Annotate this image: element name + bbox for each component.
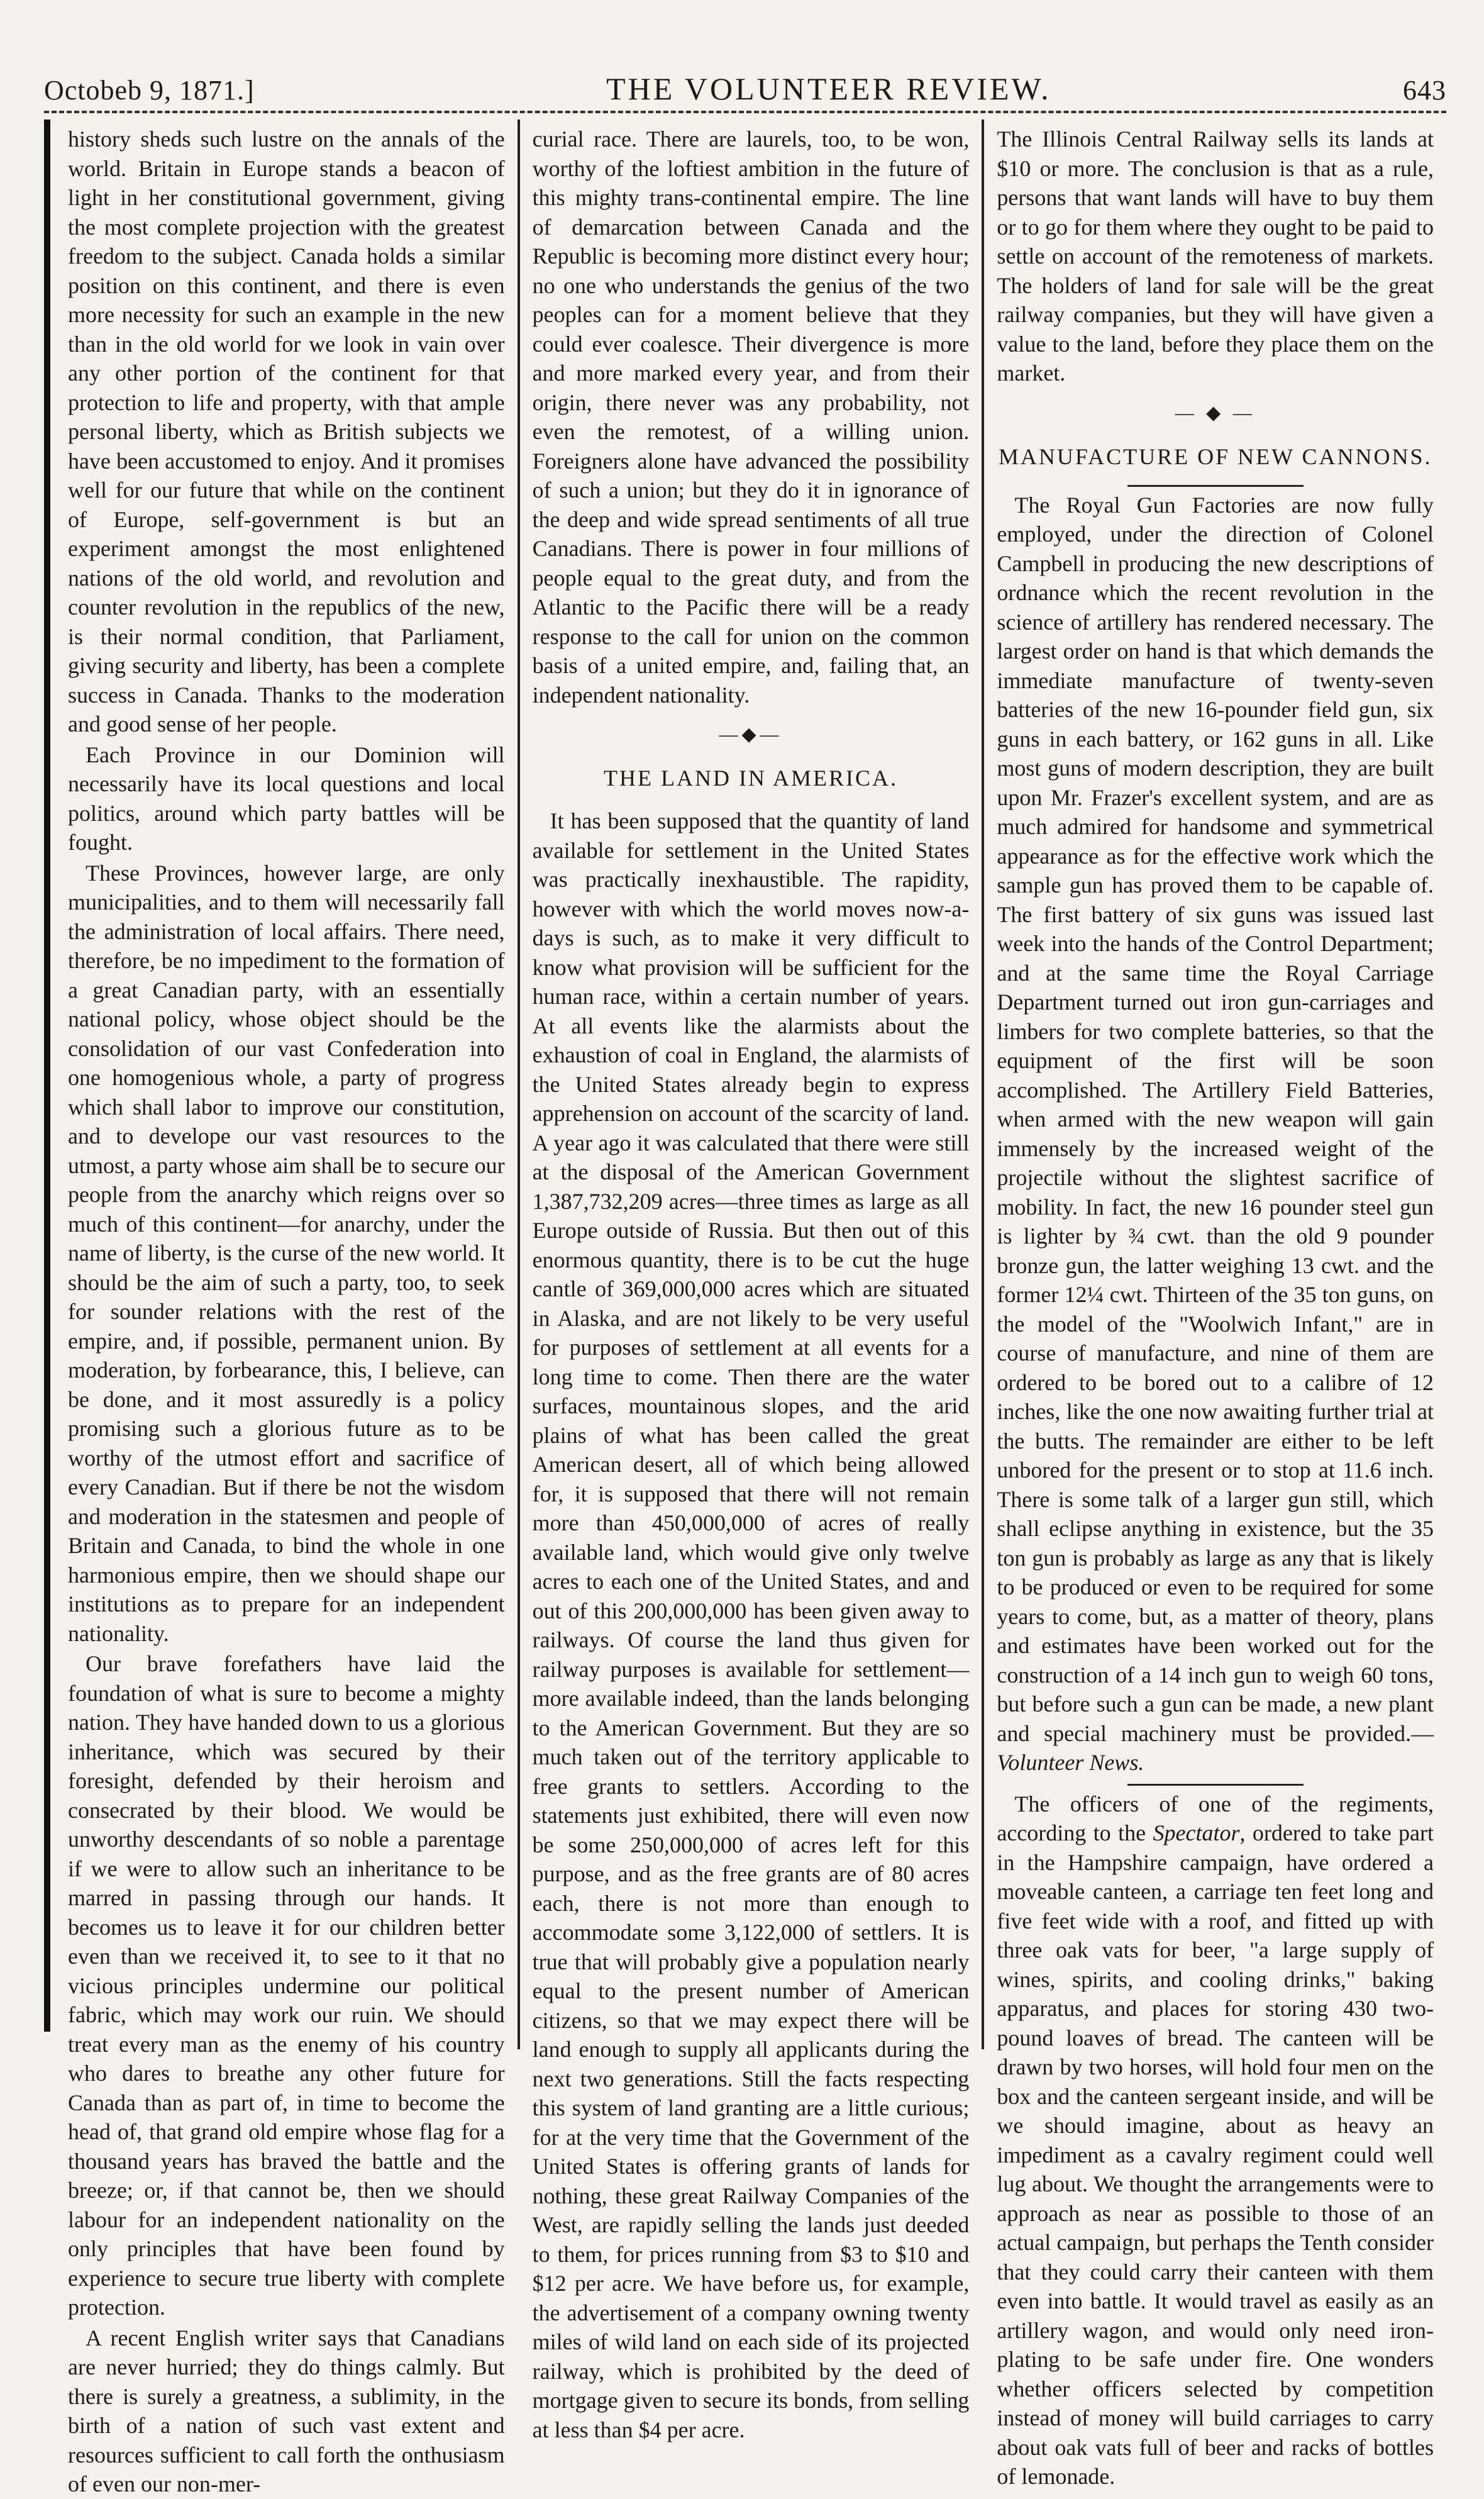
article-columns: [55, 120, 1446, 2496]
paragraph: [997, 491, 1434, 1778]
paragraph: The Illinois Central Railway sells its lands at $10 or more. The conclusion is that as a rule, persons that want lands will have to buy them or to go for them where they ought to be paid to settle on account of the remoteness of markets. The holders of land for sale will be the great railway companies, but they will have given a value to the land, before they place them on the market.: [997, 126, 1434, 386]
page-number: 643: [1402, 75, 1446, 106]
page-header: [44, 70, 1446, 108]
column-1: [55, 120, 518, 2496]
publication-title: THE VOLUNTEER REVIEW.: [606, 71, 1051, 106]
paragraph-text: The Royal Gun Factories are now fully employed, under the direction of Colonel Campbell in producing the new descriptions of ordnance which the recent revolution in the science of artillery has rendered necessary. The largest order on hand is that which demands the immediate manufacture of twenty-seven batteries of the new 16-pounder field gun, six guns in each battery, or 162 guns in all. Like most guns of modern description, they are built upon Mr. Frazer's excellent system, and are as much admired for handsome and symmetrical appearance as for the effective work which the sample gun has proved them to be capable of. The first battery of six guns was issued last week into the hands of the Control Department; and at the same time the Royal Carriage Department turned out iron gun-carriages and limbers for two complete batteries, so that the equipment of the first will be soon accomplished. The Artillery Field Batteries, when armed with the new weapon will gain immensely by the increased weight of the projectile without the slightest sacrifice of mobility. In fact, the new 16 pounder steel gun is lighter by ¾ cwt. than the old 9 pounder bronze gun, the latter weighing 13 cwt. and the former 12¼ cwt. Thirteen of the 35 ton guns, on the model of the "Woolwich Infant," are in course of manufacture, and nine of them are ordered to be bored out to a calibre of 12 inches, like the one now awaiting further trial at the butts. The remainder are either to be left unbored for the present or to stop at 11.6 inch. There is some talk of a larger gun still, which shall eclipse anything in existence, but the 35 ton gun is probably as large as any that is likely to be produced or even to be required for some years to come, but, as a matter of theory, plans and estimates have been worked out for the construction of a 14 inch gun to weigh 60 tons, but before such a gun can be made, a new plant and special machinery must be provided.—: [997, 492, 1434, 1746]
header-date: Octobeb 9, 1871.]: [44, 75, 255, 106]
column-3: [982, 120, 1446, 2489]
section-rule: [1127, 1784, 1304, 1786]
paragraph-text: The officers of one of the regiments, according to the: [997, 1791, 1434, 1845]
section-ornament: — ◆ —: [1175, 402, 1256, 423]
paragraph: Each Province in our Dominion will necessarily have its local questions and local politics, around which party battles will be fought.: [68, 742, 505, 855]
section-ornament: —◆—: [719, 724, 783, 745]
paragraph: Our brave forefathers have laid the foundation of what is sure to become a mighty nation. They have handed down to us a glorious inheritance, which was secured by their foresight, defended by their heroism and consecrated by their blood. We would be unworthy descendants of so noble a parentage if we were to allow such an inheritance to be marred in passing through our hands. It becomes us to leave it for our children better even than we received it, to see to it that no vicious principles undermine our political fabric, which may work our ruin. We should treat every man as the enemy of his country who dares to breathe any other future for Canada than as part of, in time to become the head of, that grand old empire whose flag for a thousand years has braved the battle and the breeze; or, if that cannot be, then we should labour for an independent nationality on the only principles that have been found by experience to secure true liberty with complete protection.: [68, 1651, 505, 2320]
paragraph: A recent English writer says that Canadians are never hurried; they do things calmly. But there is surely a greatness, a sublimity, in the birth of a nation of such vast extent and resources sufficient to call forth the onthusiasm of even our non-mer-: [68, 2325, 505, 2496]
paragraph: history sheds such lustre on the annals of the world. Britain in Europe stands a beacon of light in her constitutional government, giving the most complete projection with the greatest freedom to the subject. Canada holds a similar position on this continent, and there is even more necessity for such an example in the new than in the old world for we look in vain over any other portion of the continent for that protection to life and property, with that ample personal liberty, which as British subjects we have been accustomed to enjoy. And it promises well for our future that while on the continent of Europe, self-government is but an experiment amongst the most enlightened nations of the old world, and revolution and counter revolution in the republics of the new, is their normal condition, that Parliament, giving security and liberty, has been a complete success in Canada. Thanks to the moderation and good sense of her people.: [68, 126, 505, 737]
article-heading: MANUFACTURE OF NEW CANNONS.: [998, 443, 1432, 469]
binding-rule: [44, 120, 50, 2032]
paragraph: These Provinces, however large, are only municipalities, and to them will necessarily fall the administration of local affairs. There need, therefore, be no impediment to the formation of a great Canadian party, with an essentially national policy, whose object should be the consolidation of our vast Confederation into one homogenious whole, a party of progress which shall labor to improve our constitution, and to develope our vast resources to the utmost, a party whose aim shall be to secure our people from the anarchy which reigns over so much of this continent—for anarchy, under the name of liberty, is the curse of the new world. It should be the aim of such a party, too, to seek for sounder relations with the rest of the empire, and, if possible, permanent union. By moderation, by forbearance, this, I believe, can be done, and it most assuredly is a policy promising such a glorious future as to be worthy of the utmost effort and sacrifice of every Canadian. But if there be not the wisdom and moderation in the statesmen and people of Britain and Canada, to bind the whole in one harmonious empire, then we should shape our institutions as to prepare for an independent nationality.: [68, 860, 505, 1646]
header-rule: [44, 111, 1446, 113]
article-heading: THE LAND IN AMERICA.: [604, 765, 898, 791]
publication-name: Spectator: [1153, 1820, 1240, 1845]
source-credit: Volunteer News.: [997, 1750, 1144, 1775]
paragraph: curial race. There are laurels, too, to be won, worthy of the loftiest ambition in the future of this mighty trans-continental empire. The line of demarcation between Canada and the Republic is becoming more distinct every hour; no one who understands the genius of the two peoples can for a moment believe that they could ever coalesce. Their divergence is more and more marked every year, and from their origin, there never was any probability, not even the remotest, of a willing union. Foreigners alone have advanced the possibility of such a union; but they do it in ignorance of the deep and wide spread sentiments of all true Canadians. There is power in four millions of people equal to the great duty, and from the Atlantic to the Pacific there will be a ready response to the call for union on the common basis of a united empire, and, failing that, an independent nationality.: [532, 126, 970, 708]
paragraph: It has been supposed that the quantity of land available for settlement in the United States was practically inexhaustible. The rapidity, however with which the world moves now-a-days is such, as to make it very difficult to know what provision will be sufficient for the human race, within a certain number of years. At all events like the alarmists about the exhaustion of coal in England, the alarmists of the United States already begin to express apprehension on account of the scarcity of land. A year ago it was calculated that there were still at the disposal of the American Government 1,387,732,209 acres—three times as large as all Europe outside of Russia. But then out of this enormous quantity, there is to be cut the huge cantle of 369,000,000 acres which are situated in Alaska, and are not likely to be very useful for purposes of settlement at all events for a long time to come. Then there are the water surfaces, mountainous slopes, and the arid plains of what has been called the great American desert, all of which being allowed for, it is supposed that there will not remain more than 450,000,000 of acres of really available land, which would give only twelve acres to each one of the United States, and and out of this 200,000,000 has been given away to railways. Of course the land thus given for railway purposes is available for settlement—more available indeed, than the lands belonging to the American Government. But they are so much taken out of the territory applicable to free grants to settlers. According to the statements just exhibited, there will even now be some 250,000,000 of acres left for this purpose, and as the free grants are of 80 acres each, there is not more than enough to accommodate some 3,122,000 of settlers. It is true that will probably give a population nearly equal to the present number of American citizens, so that we may expect there will be land enough to supply all applicants during the next two generations. Still the facts respecting this system of land granting are a little curious; for at the very time that the Government of the United States is offering grants of lands for nothing, these great Railway Companies of the West, are rapidly selling the lands just deeded to them, for prices running from $3 to $10 and $12 per acre. We have before us, for example, the advertisement of a company owning twenty miles of wild land on each side of its projected railway, which is prohibited by the deed of mortgage given to secure its bonds, from selling at less than $4 per acre.: [532, 808, 970, 2442]
heading-rule: [1127, 485, 1304, 487]
paragraph: [997, 1789, 1434, 2491]
paragraph-text: , ordered to take part in the Hampshire campaign, have ordered a moveable canteen, a carriage ten feet long and five feet wide with a roof, and fitted up with three oak vats for beer, "a large supply of wines, spirits, and cooling drinks," baking apparatus, and places for storing 430 two-pound loaves of bread. The canteen will be drawn by two horses, will hold four men on the box and the canteen sergeant inside, and will be we should imagine, about as heavy an impediment as a cavalry regiment could well lug about. We thought the arrangements were to approach as near as possible to those of an actual campaign, but perhaps the Tenth consider that they could carry their canteen with them even into battle. It would travel as easily as an artillery wagon, and would only need iron-plating to be safe under fire. One wonders whether officers selected by competition instead of money will build carriages to carry about oak vats full of beer and racks of bottles of lemonade.: [997, 1820, 1434, 2489]
column-2: [518, 120, 982, 2442]
